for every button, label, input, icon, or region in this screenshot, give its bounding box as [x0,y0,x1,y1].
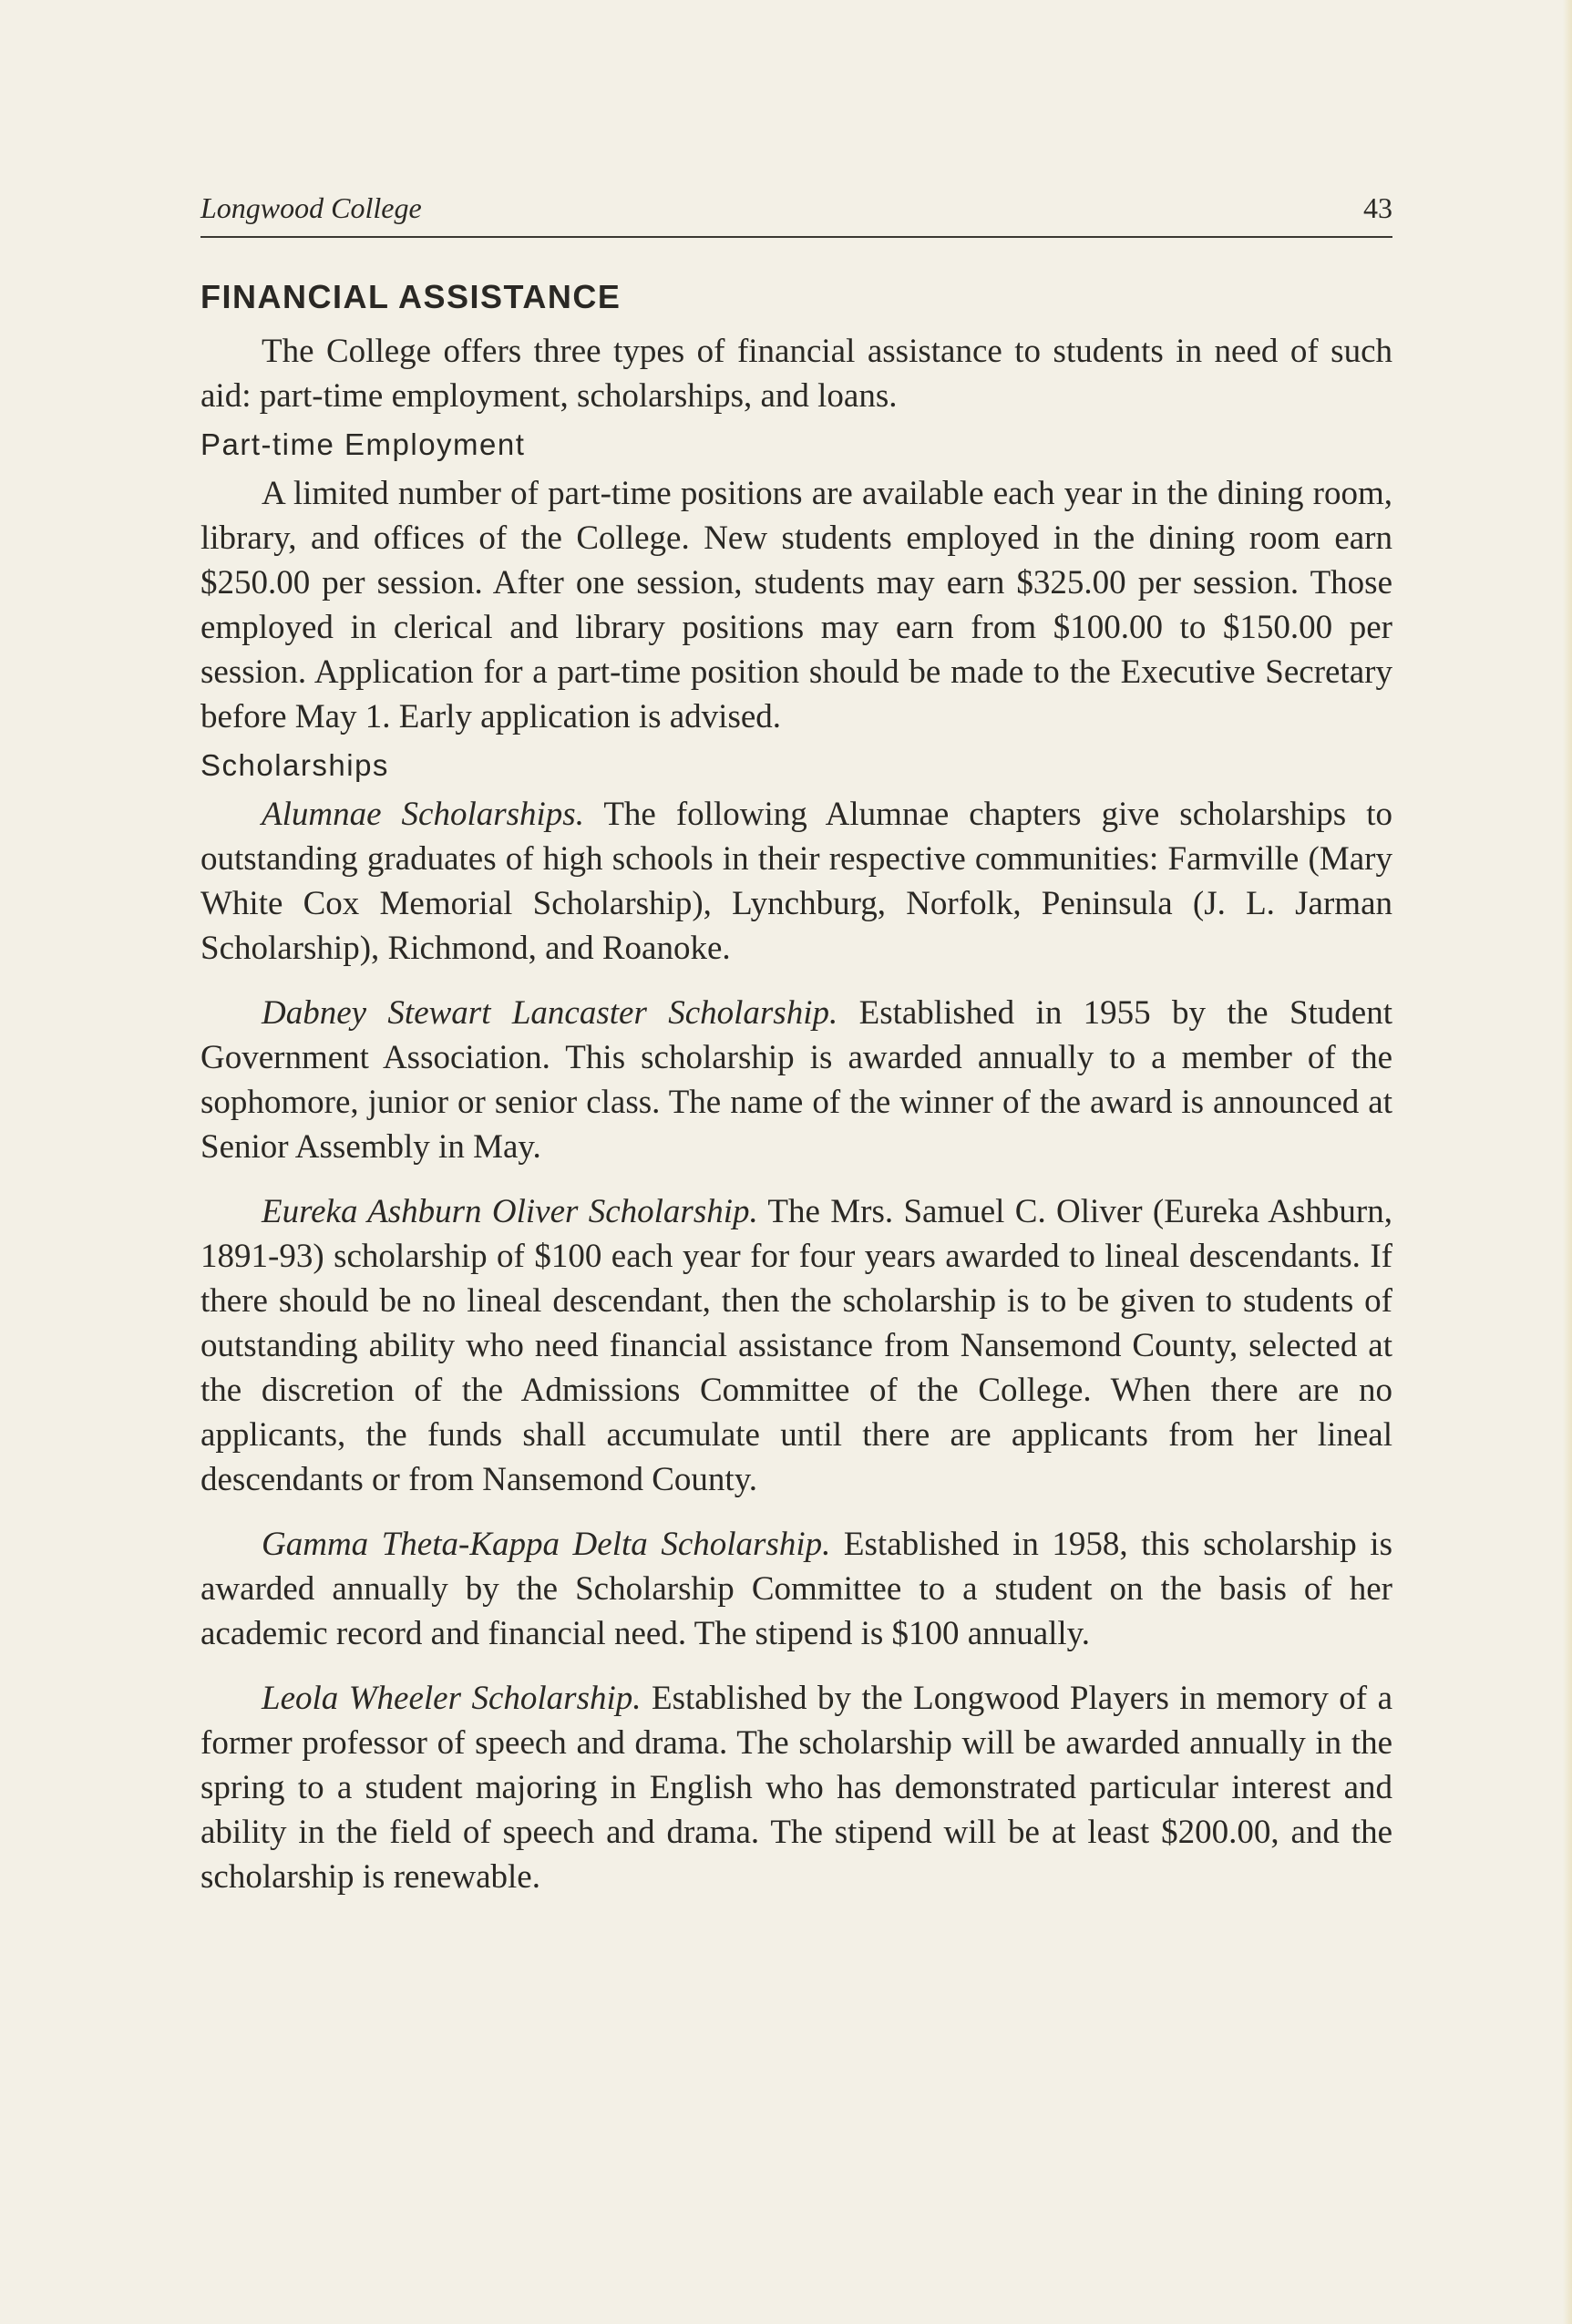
scholarships-heading: Scholarships [200,748,389,782]
page-edge-shadow [1563,0,1572,2324]
scholarship-title: Dabney Stewart Lancaster Scholarship. [262,994,838,1032]
employment-heading: Part-time Employment [200,427,526,461]
running-head [200,191,1392,238]
scholarship-paragraph [200,991,1392,1169]
running-head-title: Longwood College [200,191,422,224]
scholarship-title: Alumnae Scholarships. [262,796,584,833]
intro-paragraph: The College offers three types of financial assistance to students in need of such aid: part-time employment, scholarships, and loans. [200,333,1392,415]
scholarship-paragraph [200,1189,1392,1502]
scholarship-paragraph [200,792,1392,971]
page-number: 43 [1363,191,1392,224]
document-page [200,191,1392,1919]
scholarship-text: Established in 1958, this scholarship is awarded annually by the Scholarship Committee to a student on the basis of her academic record and financial need. The stipend is $100 annually. [200,1526,1392,1652]
section-heading: FINANCIAL ASSISTANCE [200,278,622,315]
scholarship-text: The following Alumnae chapters give scholarships to outstanding graduates of high schools in their respective communities: Farmville (Mary White Cox Memorial Scholarship), Lynchburg, Norfolk, Peninsula (J. L. Jarman Scholarship), Richmond, and Roanoke. [200,796,1392,967]
scholarship-title: Gamma Theta-Kappa Delta Scholarship. [262,1526,831,1563]
scholarship-paragraph [200,1522,1392,1656]
scholarship-text: The Mrs. Samuel C. Oliver (Eureka Ashburn, 1891-93) scholarship of $100 each year for four years awarded to lineal descendants. If there should be no lineal descendant, then the scholarship is to be given to students of outstanding ability who need financial assistance from Nansemond County, selected at the discretion of the Admissions Committee of the College. When there are no applicants, the funds shall accumulate until there are applicants from her lineal descendants or from Nansemond County. [200,1193,1392,1498]
scholarship-title: Leola Wheeler Scholarship. [262,1680,642,1717]
employment-paragraph: A limited number of part-time positions are available each year in the dining room, library, and offices of the College. New students employed in the dining room earn $250.00 per session. After one session, students may earn $325.00 per session. Those employed in clerical and library positions may earn from $100.00 to $150.00 per session. Application for a part-time position should be made to the Executive Secretary before May 1. Early application is advised. [200,475,1392,735]
scholarship-text: Established in 1955 by the Student Government Association. This scholarship is awarded annually to a member of the sophomore, junior or senior class. The name of the winner of the award is announced at Senior Assembly in May. [200,994,1393,1166]
scholarship-paragraph [200,1676,1392,1899]
scholarship-text: Established by the Longwood Players in memory of a former professor of speech and drama. The scholarship will be awarded annually in the spring to a student majoring in English who has demonstrated particular interest and ability in the field of speech and drama. The stipend will be at least $200.00, and the scholarship is renewable. [200,1680,1393,1896]
scholarship-title: Eureka Ashburn Oliver Scholarship. [262,1193,758,1230]
